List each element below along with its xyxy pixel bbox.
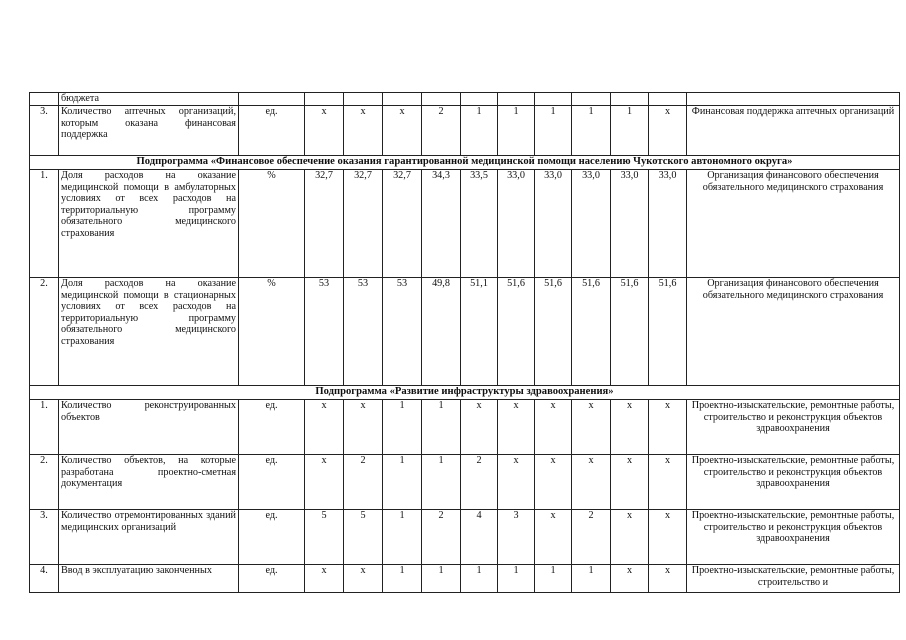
table-row (30, 455, 900, 510)
table-row (30, 93, 900, 106)
indicator-name: Количество аптечных организаций, которым оказана финансовая поддержка (59, 106, 239, 156)
unit-cell: ед. (239, 455, 305, 510)
value-cell: 1 (383, 565, 422, 593)
table-row (30, 510, 900, 565)
value-cell: 4 (461, 510, 498, 565)
value-cell (535, 93, 572, 106)
value-cell: х (305, 455, 344, 510)
activity-cell: Проектно-изыскательские, ремонтные работы, строительство и (687, 565, 900, 593)
value-cell: 33,0 (611, 170, 649, 278)
value-cell: х (611, 455, 649, 510)
value-cell: 2 (572, 510, 611, 565)
value-cell: 32,7 (305, 170, 344, 278)
value-cell: 53 (305, 278, 344, 386)
value-cell: 49,8 (422, 278, 461, 386)
value-cell: 1 (422, 455, 461, 510)
value-cell: х (344, 565, 383, 593)
value-cell (305, 93, 344, 106)
value-cell: х (305, 565, 344, 593)
value-cell: 1 (572, 106, 611, 156)
value-cell: 51,6 (498, 278, 535, 386)
value-cell (344, 93, 383, 106)
value-cell: х (572, 400, 611, 455)
unit-cell: ед. (239, 400, 305, 455)
value-cell: 1 (461, 565, 498, 593)
value-cell: х (383, 106, 422, 156)
value-cell: х (498, 455, 535, 510)
value-cell: 2 (422, 510, 461, 565)
indicator-name: Доля расходов на оказание медицинской помощи в стационарных условиях от всех расходов на территориальную программу обязательного медицинского страхования (59, 278, 239, 386)
row-number (30, 93, 59, 106)
value-cell: х (535, 400, 572, 455)
value-cell (572, 93, 611, 106)
value-cell: 1 (383, 510, 422, 565)
value-cell: 32,7 (344, 170, 383, 278)
value-cell (422, 93, 461, 106)
table-row (30, 400, 900, 455)
value-cell: 32,7 (383, 170, 422, 278)
value-cell: х (572, 455, 611, 510)
value-cell: х (535, 455, 572, 510)
table-row (30, 106, 900, 156)
value-cell: 3 (498, 510, 535, 565)
value-cell (461, 93, 498, 106)
indicator-name: Количество отремонтированных зданий медицинских организаций (59, 510, 239, 565)
indicator-name: бюджета (59, 93, 239, 106)
value-cell: 1 (422, 400, 461, 455)
unit-cell: % (239, 278, 305, 386)
value-cell: 1 (383, 400, 422, 455)
table-row (30, 170, 900, 278)
subprogram-title: Подпрограмма «Развитие инфраструктуры здравоохранения» (30, 386, 900, 400)
value-cell: х (305, 400, 344, 455)
value-cell: 33,5 (461, 170, 498, 278)
value-cell: х (649, 510, 687, 565)
value-cell: х (649, 400, 687, 455)
row-number: 1. (30, 400, 59, 455)
value-cell: 1 (383, 455, 422, 510)
value-cell (498, 93, 535, 106)
subprogram-header-row (30, 156, 900, 170)
value-cell: 1 (535, 565, 572, 593)
value-cell: х (305, 106, 344, 156)
value-cell: 53 (383, 278, 422, 386)
activity-cell: Проектно-изыскательские, ремонтные работы, строительство и реконструкция объектов здравоохранения (687, 400, 900, 455)
row-number: 4. (30, 565, 59, 593)
unit-cell: % (239, 170, 305, 278)
value-cell: х (461, 400, 498, 455)
value-cell: 1 (535, 106, 572, 156)
value-cell: 33,0 (649, 170, 687, 278)
value-cell: х (344, 106, 383, 156)
value-cell: 2 (461, 455, 498, 510)
row-number: 1. (30, 170, 59, 278)
value-cell: 33,0 (572, 170, 611, 278)
value-cell: х (611, 565, 649, 593)
indicator-name: Ввод в эксплуатацию законченных (59, 565, 239, 593)
value-cell: 51,6 (649, 278, 687, 386)
value-cell: 33,0 (498, 170, 535, 278)
value-cell: х (649, 106, 687, 156)
row-number: 2. (30, 455, 59, 510)
value-cell: х (611, 400, 649, 455)
activity-cell: Финансовая поддержка аптечных организаций (687, 106, 900, 156)
value-cell: 1 (461, 106, 498, 156)
activity-cell: Организация финансового обеспечения обязательного медицинского страхования (687, 278, 900, 386)
unit-cell: ед. (239, 510, 305, 565)
value-cell: х (535, 510, 572, 565)
value-cell: 1 (498, 106, 535, 156)
activity-cell (687, 93, 900, 106)
activity-cell: Проектно-изыскательские, ремонтные работы, строительство и реконструкция объектов здравоохранения (687, 510, 900, 565)
table-row (30, 278, 900, 386)
row-number: 3. (30, 106, 59, 156)
value-cell: 2 (422, 106, 461, 156)
value-cell: 5 (344, 510, 383, 565)
value-cell: х (498, 400, 535, 455)
value-cell: 1 (422, 565, 461, 593)
subprogram-title: Подпрограмма «Финансовое обеспечение оказания гарантированной медицинской помощи населению Чукотского автономного округа» (30, 156, 900, 170)
value-cell: 1 (611, 106, 649, 156)
value-cell: х (611, 510, 649, 565)
value-cell: 1 (572, 565, 611, 593)
indicator-name: Доля расходов на оказание медицинской помощи в амбулаторных условиях от всех расходов на территориальную программу обязательного медицинского страхования (59, 170, 239, 278)
value-cell: 2 (344, 455, 383, 510)
subprogram-header-row (30, 386, 900, 400)
indicator-name: Количество объектов, на которые разработана проектно-сметная документация (59, 455, 239, 510)
value-cell (383, 93, 422, 106)
value-cell: х (344, 400, 383, 455)
value-cell: х (649, 455, 687, 510)
value-cell (611, 93, 649, 106)
unit-cell: ед. (239, 106, 305, 156)
indicators-table (29, 92, 900, 593)
activity-cell: Организация финансового обеспечения обязательного медицинского страхования (687, 170, 900, 278)
row-number: 3. (30, 510, 59, 565)
value-cell (649, 93, 687, 106)
unit-cell (239, 93, 305, 106)
value-cell: 34,3 (422, 170, 461, 278)
value-cell: 53 (344, 278, 383, 386)
value-cell: 1 (498, 565, 535, 593)
value-cell: 51,1 (461, 278, 498, 386)
row-number: 2. (30, 278, 59, 386)
value-cell: 51,6 (611, 278, 649, 386)
value-cell: 33,0 (535, 170, 572, 278)
table-row (30, 565, 900, 593)
value-cell: 51,6 (535, 278, 572, 386)
value-cell: х (649, 565, 687, 593)
unit-cell: ед. (239, 565, 305, 593)
value-cell: 5 (305, 510, 344, 565)
indicator-name: Количество реконструированных объектов (59, 400, 239, 455)
value-cell: 51,6 (572, 278, 611, 386)
activity-cell: Проектно-изыскательские, ремонтные работы, строительство и реконструкция объектов здравоохранения (687, 455, 900, 510)
